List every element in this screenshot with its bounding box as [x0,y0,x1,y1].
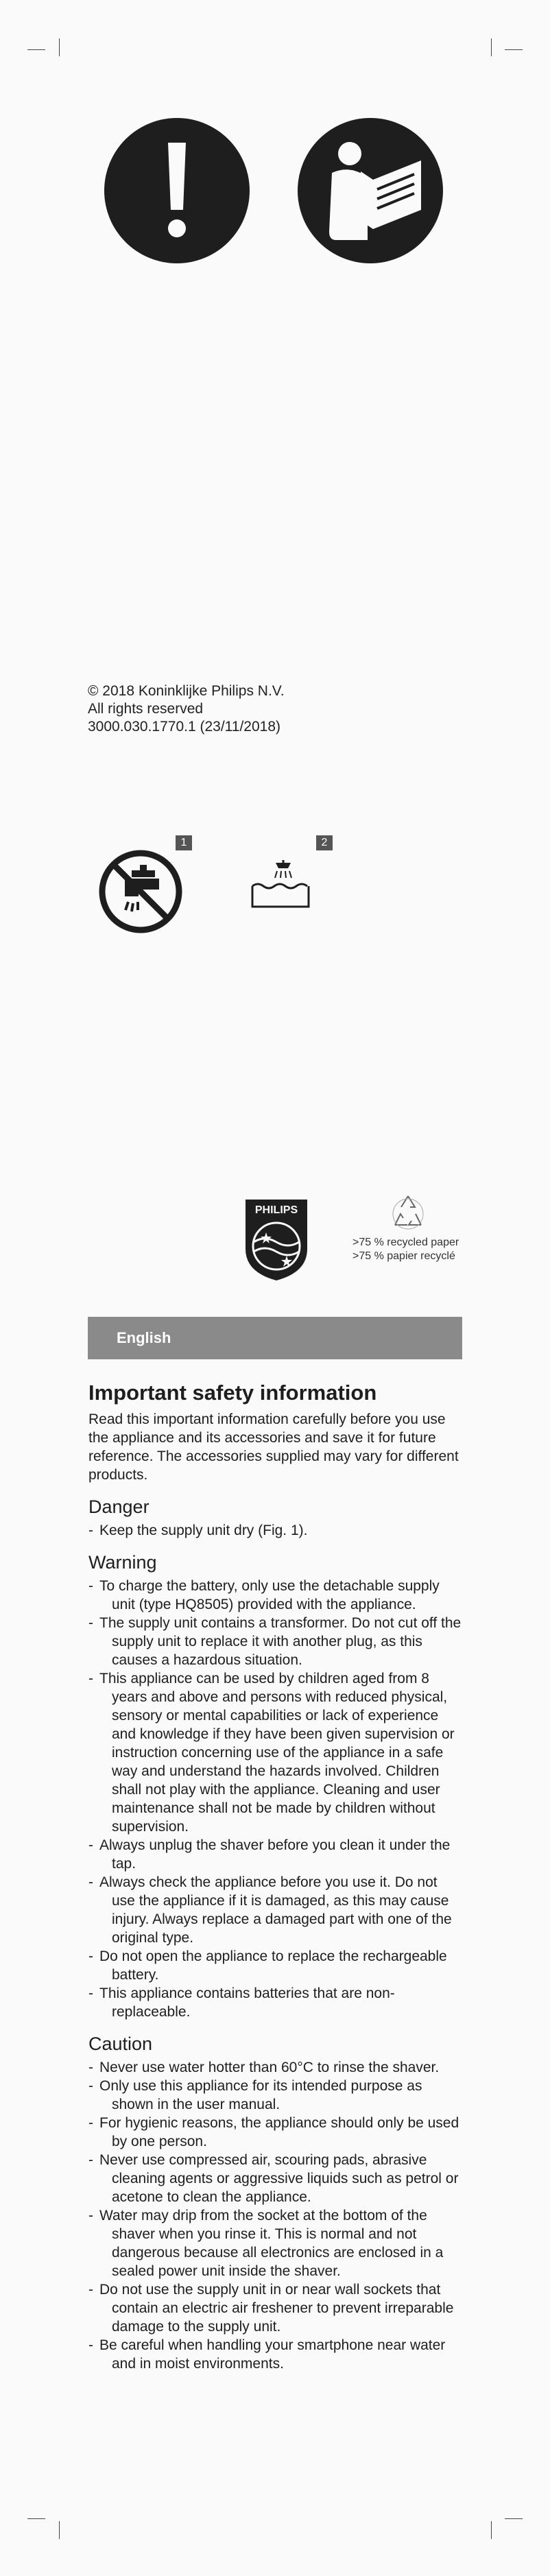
list-item: - The supply unit contains a transformer. Do not cut off the supply unit to replace it with another plug, as this causes a hazardous situation. [88,1615,462,1668]
warning-item-text: Always check the appliance before you use it. Do not use the appliance if it is damaged, as this may cause injury. Always replace a damaged part with one of the original type. [99,1874,452,1946]
warning-item-text: Always unplug the shaver before you clean it under the tap. [99,1837,451,1872]
recycle-icon [388,1193,428,1232]
caution-item-text: Be careful when handling your smartphone near water and in moist environments. [99,2337,446,2372]
intro-paragraph: Read this important information carefully before you use the appliance and its accessories and save it for future reference. The accessories supplied may vary for different products. [88,1411,459,1483]
caution-list [88,2058,463,2373]
figure-number-1: 1 [176,835,192,850]
crop-mark [505,2518,523,2519]
danger-list [88,1521,463,1540]
rights-line: All rights reserved [88,701,204,717]
list-item: - Keep the supply unit dry (Fig. 1). [88,1523,308,1538]
safety-section [88,1380,463,2373]
list-item: - To charge the battery, only use the detachable supply unit (type HQ8505) provided with the appliance. [88,1578,440,1612]
danger-item-text: Keep the supply unit dry (Fig. 1). [99,1523,308,1538]
list-item: - Do not open the appliance to replace the rechargeable battery. [88,1948,447,1983]
exclamation-circle-icon [103,117,251,265]
caution-item-text: Do not use the supply unit in or near wall sockets that contain an electric air freshener to prevent irreparable damage to the supply unit. [99,2282,454,2335]
list-item: - This appliance can be used by children aged from 8 years and above and persons with reduced physical, sensory or mental capabilities or lack of experience and knowledge if they have been given supervision or instruction concerning use of the appliance in a safe way and understand the hazards involved. Children shall not play with the appliance. Cleaning and user maintenance shall not be made by children without supervision. [88,1671,455,1835]
crop-mark [491,2521,492,2539]
list-item: - Only use this appliance for its intended purpose as shown in the user manual. [88,2078,422,2112]
caution-item-text: Only use this appliance for its intended purpose as shown in the user manual. [99,2078,422,2112]
crop-mark [491,38,492,56]
list-item: - Never use compressed air, scouring pads, abrasive cleaning agents or aggressive liquids such as petrol or acetone to clean the appliance. [88,2152,459,2205]
caution-item-text: Never use water hotter than 60°C to rinse the shaver. [99,2060,440,2075]
list-item: - This appliance contains batteries that are non-replaceable. [88,1985,395,2020]
danger-heading: Danger [88,1496,150,1517]
caution-item-text: Water may drip from the socket at the bottom of the shaver when you rinse it. This is normal and not dangerous because all electronics are enclosed in a sealed power unit inside the shaver. [99,2208,444,2279]
language-bar [88,1317,462,1359]
crop-mark [505,49,523,50]
philips-shield-logo [243,1197,310,1283]
list-item: - Be careful when handling your smartphone near water and in moist environments. [88,2337,446,2372]
list-item: - For hygienic reasons, the appliance should only be used by one person. [88,2115,459,2149]
list-item: - Never use water hotter than 60°C to rinse the shaver. [88,2060,440,2075]
warning-item-text: To charge the battery, only use the detachable supply unit (type HQ8505) provided with the appliance. [99,1578,440,1612]
recycling-note-french: >75 % papier recyclé [352,1250,455,1262]
warning-list [88,1577,463,2021]
crop-mark [27,2518,45,2519]
warning-item-text: This appliance contains batteries that are non-replaceable. [99,1985,395,2020]
recycling-note [352,1236,459,1263]
list-item: - Do not use the supply unit in or near wall sockets that contain an electric air freshener to prevent irreparable damage to the supply unit. [88,2282,454,2335]
copyright-line: © 2018 Koninklijke Philips N.V. [88,683,285,699]
recycling-note-english: >75 % recycled paper [352,1237,459,1248]
caution-item-text: For hygienic reasons, the appliance should only be used by one person. [99,2115,459,2149]
warning-heading: Warning [88,1552,157,1573]
brand-name: PHILIPS [254,1204,298,1216]
document-number: 3000.030.1770.1 (23/11/2018) [88,719,281,735]
copyright-block [88,682,285,736]
shower-bath-icon [250,857,311,912]
figure-number-2: 2 [316,835,333,850]
caution-heading: Caution [88,2034,153,2054]
crop-mark [59,2521,60,2539]
warning-item-text: This appliance can be used by children aged from 8 years and above and persons with reduced physical, sensory or mental capabilities or lack of experience and knowledge if they have been given supervision or instruction concerning use of the appliance in a safe way and understand the hazards involved. Children shall not play with the appliance. Cleaning and user maintenance shall not be made by children without supervision. [99,1671,455,1835]
warning-item-text: The supply unit contains a transformer. Do not cut off the supply unit to replace it with another plug, as this causes a hazardous situation. [99,1615,462,1668]
section-title: Important safety information [88,1381,377,1405]
list-item: - Always unplug the shaver before you clean it under the tap. [88,1837,451,1872]
list-item: - Water may drip from the socket at the bottom of the shaver when you rinse it. This is normal and not dangerous because all electronics are enclosed in a sealed power unit inside the shaver. [88,2208,444,2279]
crop-mark [59,38,60,56]
caution-item-text: Never use compressed air, scouring pads, abrasive cleaning agents or aggressive liquids such as petrol or acetone to clean the appliance. [99,2152,459,2205]
no-tap-water-icon [97,848,184,935]
language-label: English [117,1329,171,1346]
warning-item-text: Do not open the appliance to replace the rechargeable battery. [99,1948,447,1983]
list-item: - Always check the appliance before you use it. Do not use the appliance if it is damaged, as this may cause injury. Always replace a damaged part with one of the original type. [88,1874,452,1946]
read-manual-icon [296,117,444,265]
crop-mark [27,49,45,50]
